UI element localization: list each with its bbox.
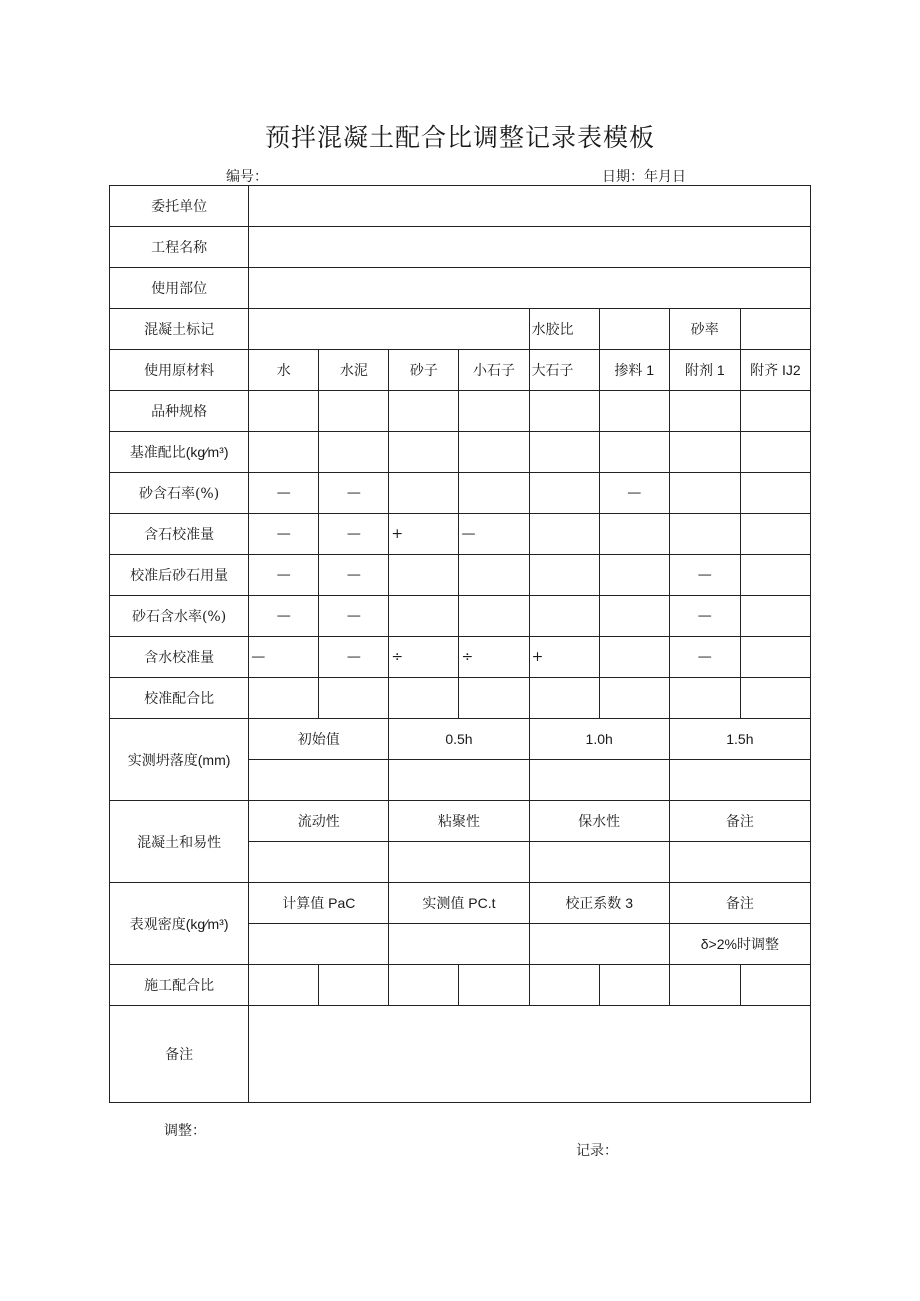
remarks-label: 备注 [110, 1006, 249, 1103]
row-density-header [110, 883, 811, 924]
row-location [110, 268, 811, 309]
row-slump-header [110, 719, 811, 760]
base-mix-label: 基准配比(kg∕m³) [110, 432, 249, 473]
slump-1-5h: 1.5h [669, 719, 810, 760]
material-sand: 砂子 [389, 350, 459, 391]
dash-mark: — [669, 637, 740, 678]
material-additive-1: 附剂 1 [669, 350, 740, 391]
grade-field[interactable] [249, 309, 529, 350]
dash-mark: — [249, 637, 319, 678]
dash-mark: — [319, 596, 389, 637]
moisture-label: 砂石含水率(%) [110, 596, 249, 637]
remarks-field[interactable] [249, 1006, 811, 1103]
div-mark: ÷ [459, 637, 529, 678]
material-small-stone: 小石子 [459, 350, 529, 391]
material-cement: 水泥 [319, 350, 389, 391]
row-base-mix [110, 432, 811, 473]
sand-ratio-field[interactable] [740, 309, 810, 350]
wb-ratio-field[interactable] [599, 309, 669, 350]
material-large-stone: 大石子 [529, 350, 599, 391]
workability-label: 混凝土和易性 [110, 801, 249, 883]
row-stone-in-sand [110, 473, 811, 514]
dash-mark: — [249, 473, 319, 514]
row-grade [110, 309, 811, 350]
corrected-usage-label: 校准后砂石用量 [110, 555, 249, 596]
water-retention-header: 保水性 [529, 801, 669, 842]
div-mark: ÷ [389, 637, 459, 678]
row-corrected-mix [110, 678, 811, 719]
slump-1-0h: 1.0h [529, 719, 669, 760]
density-factor-header: 校正系数 3 [529, 883, 669, 924]
dash-mark: — [249, 555, 319, 596]
project-field[interactable] [249, 227, 811, 268]
row-workability-header [110, 801, 811, 842]
dash-mark: — [249, 596, 319, 637]
client-field[interactable] [249, 186, 811, 227]
record-label: 记录： [576, 1143, 618, 1159]
workability-remark-header: 备注 [669, 801, 810, 842]
grade-label: 混凝土标记 [110, 309, 249, 350]
number-label: 编号： [226, 169, 268, 185]
dash-mark: — [669, 596, 740, 637]
density-remark-header: 备注 [669, 883, 810, 924]
dash-mark: — [319, 555, 389, 596]
wb-ratio-label: 水胶比 [529, 309, 599, 350]
spec-label: 品种规格 [110, 391, 249, 432]
row-spec [110, 391, 811, 432]
plus-mark: + [529, 637, 599, 678]
location-label: 使用部位 [110, 268, 249, 309]
dash-mark: — [319, 637, 389, 678]
dash-mark: — [249, 514, 319, 555]
row-project [110, 227, 811, 268]
corrected-mix-label: 校准配合比 [110, 678, 249, 719]
material-additive-2: 附齐 IJ2 [740, 350, 810, 391]
dash-mark: — [319, 514, 389, 555]
row-remarks [110, 1006, 811, 1103]
stone-corr-label: 含石校准量 [110, 514, 249, 555]
slump-label: 实测坍落度(mm) [110, 719, 249, 801]
stone-in-sand-label: 砂含石率(%) [110, 473, 249, 514]
row-corrected-usage [110, 555, 811, 596]
material-admixture-1: 掺料 1 [599, 350, 669, 391]
density-label: 表观密度(kg∕m³) [110, 883, 249, 965]
row-moisture-correction [110, 637, 811, 678]
client-label: 委托单位 [110, 186, 249, 227]
slump-initial: 初始值 [249, 719, 389, 760]
adjust-label: 调整： [164, 1123, 206, 1139]
materials-label: 使用原材料 [110, 350, 249, 391]
material-water: 水 [249, 350, 319, 391]
density-note: δ>2%时调整 [669, 924, 810, 965]
project-label: 工程名称 [110, 227, 249, 268]
density-measured-header: 实测值 PC.t [389, 883, 529, 924]
date-label: 日期：年月日 [602, 169, 686, 185]
row-materials [110, 350, 811, 391]
construction-mix-label: 施工配合比 [110, 965, 249, 1006]
dash-mark: — [599, 473, 669, 514]
dash-mark: — [319, 473, 389, 514]
location-field[interactable] [249, 268, 811, 309]
moisture-corr-label: 含水校准量 [110, 637, 249, 678]
cohesion-header: 粘聚性 [389, 801, 529, 842]
sand-ratio-label: 砂率 [669, 309, 740, 350]
slump-0-5h: 0.5h [389, 719, 529, 760]
density-calc-header: 计算值 PaC [249, 883, 389, 924]
row-construction-mix [110, 965, 811, 1006]
page-title: 预拌混凝土配合比调整记录表模板 [264, 123, 655, 152]
dash-mark: — [669, 555, 740, 596]
row-moisture [110, 596, 811, 637]
row-client [110, 186, 811, 227]
mix-adjustment-table [109, 185, 811, 1103]
row-stone-correction [110, 514, 811, 555]
fluidity-header: 流动性 [249, 801, 389, 842]
plus-mark: + [389, 514, 459, 555]
dash-mark: — [459, 514, 529, 555]
